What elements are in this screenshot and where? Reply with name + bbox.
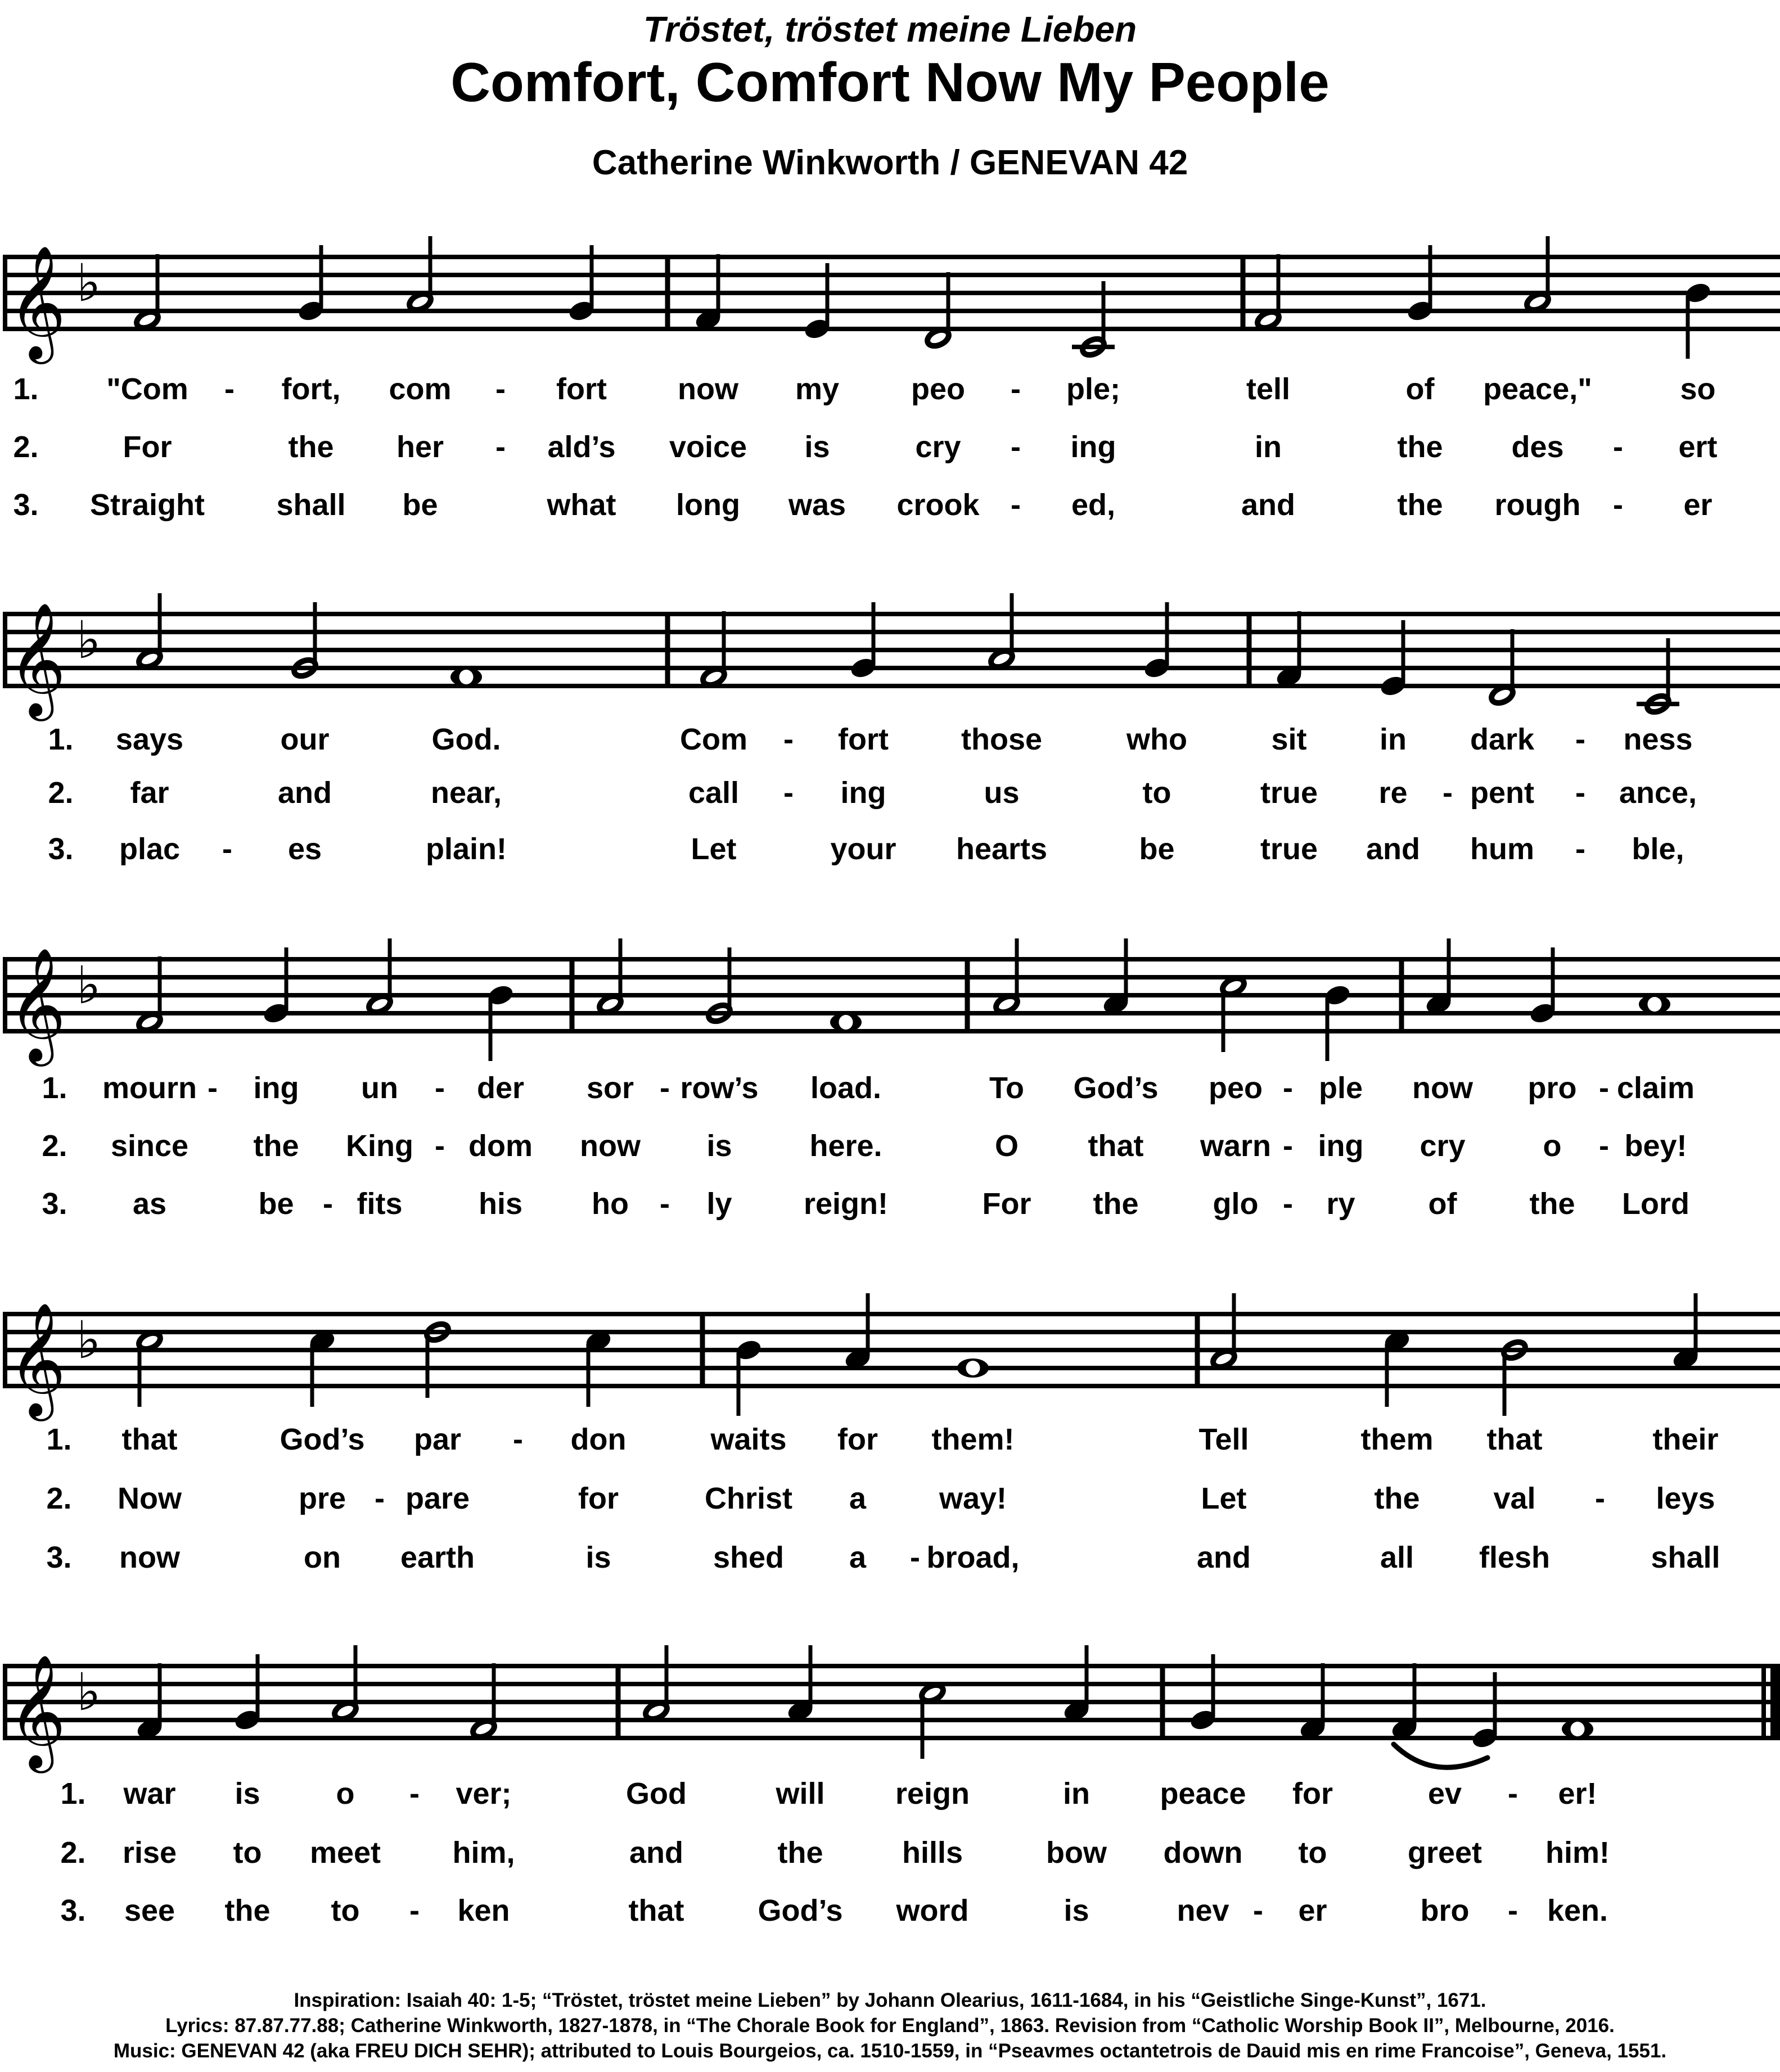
lyric-syllable: par bbox=[413, 1423, 462, 1456]
syllable-hyphen: - bbox=[375, 1482, 385, 1515]
lyric-syllable: sor bbox=[586, 1071, 634, 1105]
lyric-syllable: Tell bbox=[1198, 1423, 1249, 1456]
syllable-hyphen: - bbox=[1575, 723, 1585, 756]
lyric-syllable: the bbox=[1374, 1482, 1420, 1515]
lyric-syllable: ing bbox=[1070, 430, 1116, 464]
lyric-syllable: earth bbox=[400, 1541, 475, 1574]
verse-number: 3. bbox=[60, 1894, 86, 1927]
lyric-syllable: that bbox=[121, 1423, 178, 1456]
lyric-syllable: broad, bbox=[926, 1541, 1020, 1574]
lyric-syllable: so bbox=[1680, 372, 1716, 406]
lyric-syllable: fort, bbox=[281, 372, 341, 406]
syllable-hyphen: - bbox=[409, 1894, 420, 1927]
verse-number: 2. bbox=[60, 1836, 86, 1870]
lyric-syllable: Lord bbox=[1622, 1187, 1689, 1221]
lyric-syllable: here. bbox=[809, 1129, 882, 1163]
lyric-syllable: to bbox=[331, 1894, 360, 1927]
lyric-syllable: ho bbox=[592, 1187, 629, 1221]
syllable-hyphen: - bbox=[323, 1187, 333, 1221]
syllable-hyphen: - bbox=[783, 723, 794, 756]
lyric-syllable: shall bbox=[1651, 1541, 1720, 1574]
lyric-syllable: dark bbox=[1470, 723, 1535, 756]
lyric-syllable: shed bbox=[713, 1541, 785, 1574]
lyric-syllable: that bbox=[1088, 1129, 1144, 1163]
lyric-syllable: says bbox=[115, 723, 184, 756]
lyric-syllable: o bbox=[336, 1777, 355, 1811]
lyric-syllable: to bbox=[233, 1836, 262, 1870]
lyric-syllable: glo bbox=[1213, 1187, 1259, 1221]
footer-inspiration-credit: Inspiration: Isaiah 40: 1-5; “Tröstet, tröstet meine Lieben” by Johann Olearius, 1611-1684, in his “Geistliche Singe-Kunst”, 1671. bbox=[294, 1989, 1486, 2011]
lyric-syllable: shall bbox=[276, 488, 346, 522]
verse-number: 1. bbox=[60, 1777, 86, 1811]
lyric-syllable: ing bbox=[1318, 1129, 1364, 1163]
verse-number: 1. bbox=[46, 1423, 72, 1456]
lyric-syllable: ert bbox=[1678, 430, 1718, 464]
lyric-syllable: was bbox=[788, 488, 846, 522]
lyric-syllable: will bbox=[776, 1777, 825, 1811]
lyric-syllable: God bbox=[626, 1777, 687, 1811]
lyric-syllable: fits bbox=[357, 1187, 403, 1221]
verse-number: 1. bbox=[48, 723, 74, 756]
lyric-syllable: as bbox=[132, 1187, 167, 1221]
syllable-hyphen: - bbox=[1575, 776, 1585, 810]
hymn-title: Comfort, Comfort Now My People bbox=[450, 51, 1330, 113]
lyric-syllable: der bbox=[476, 1071, 525, 1105]
syllable-hyphen: - bbox=[495, 430, 506, 464]
lyric-syllable: word bbox=[896, 1894, 969, 1927]
lyric-syllable: the bbox=[1529, 1187, 1575, 1221]
lyric-syllable: don bbox=[570, 1423, 627, 1456]
lyric-syllable: warn bbox=[1200, 1129, 1272, 1163]
lyric-syllable: ken. bbox=[1547, 1894, 1608, 1927]
lyric-syllable: reign! bbox=[803, 1187, 888, 1221]
lyric-syllable: your bbox=[830, 832, 896, 866]
lyric-syllable: ble, bbox=[1632, 832, 1684, 866]
lyric-syllable: For bbox=[982, 1187, 1031, 1221]
lyric-syllable: to bbox=[1142, 776, 1171, 810]
lyric-syllable: hills bbox=[902, 1836, 963, 1870]
verse-number: 2. bbox=[42, 1129, 67, 1163]
lyric-syllable: long bbox=[676, 488, 740, 522]
verse-number: 1. bbox=[13, 372, 39, 406]
syllable-hyphen: - bbox=[435, 1129, 445, 1163]
lyric-syllable: war bbox=[123, 1777, 176, 1811]
lyric-syllable: dom bbox=[468, 1129, 533, 1163]
lyric-syllable: way! bbox=[939, 1482, 1007, 1515]
lyric-syllable: us bbox=[984, 776, 1020, 810]
syllable-hyphen: - bbox=[660, 1187, 670, 1221]
lyric-syllable: peace," bbox=[1483, 372, 1592, 406]
syllable-hyphen: - bbox=[435, 1071, 445, 1105]
footer-lyrics-credit: Lyrics: 87.87.77.88; Catherine Winkworth, 1827-1878, in “The Chorale Book for England”, 1863. Revision from “Catholic Worship Book II”, Melbourne, 2016. bbox=[165, 2015, 1615, 2037]
lyric-syllable: Christ bbox=[704, 1482, 792, 1515]
footer-music-credit: Music: GENEVAN 42 (aka FREU DICH SEHR); attributed to Louis Bourgeios, ca. 1510-1559, in “Pseavmes octantetrois de Dauid mis en rime Francoise”, Geneva, 1551. bbox=[113, 2040, 1667, 2062]
lyric-syllable: a bbox=[849, 1541, 867, 1574]
syllable-hyphen: - bbox=[1443, 776, 1453, 810]
syllable-hyphen: - bbox=[660, 1071, 670, 1105]
lyric-syllable: his bbox=[478, 1187, 523, 1221]
attribution-line: Catherine Winkworth / GENEVAN 42 bbox=[592, 143, 1188, 182]
lyric-syllable: ly bbox=[706, 1187, 732, 1221]
lyric-syllable: the bbox=[253, 1129, 299, 1163]
lyric-syllable: is bbox=[804, 430, 830, 464]
lyric-syllable: down bbox=[1163, 1836, 1243, 1870]
lyric-syllable: er bbox=[1298, 1894, 1327, 1927]
lyric-syllable: er! bbox=[1558, 1777, 1597, 1811]
lyric-syllable: and bbox=[629, 1836, 683, 1870]
syllable-hyphen: - bbox=[1011, 488, 1021, 522]
lyric-syllable: our bbox=[280, 723, 330, 756]
lyric-syllable: plac bbox=[119, 832, 181, 866]
lyric-syllable: the bbox=[224, 1894, 271, 1927]
lyric-syllable: for bbox=[837, 1423, 878, 1456]
lyric-syllable: peace bbox=[1160, 1777, 1246, 1811]
lyric-syllable: ing bbox=[253, 1071, 299, 1105]
lyric-syllable: now bbox=[580, 1129, 641, 1163]
lyric-syllable: load. bbox=[810, 1071, 881, 1105]
lyric-syllable: is bbox=[235, 1777, 260, 1811]
treble-clef-icon: 𝄞 bbox=[8, 1654, 66, 1768]
lyric-syllable: es bbox=[287, 832, 322, 866]
flat-key-signature-icon: ♭ bbox=[76, 1662, 101, 1722]
lyric-syllable: and bbox=[1366, 832, 1420, 866]
lyric-syllable: bey! bbox=[1624, 1129, 1687, 1163]
lyric-syllable: ance, bbox=[1619, 776, 1697, 810]
lyric-syllable: in bbox=[1063, 1777, 1090, 1811]
lyric-syllable: since bbox=[110, 1129, 189, 1163]
lyric-syllable: er bbox=[1683, 488, 1713, 522]
lyric-syllable: be bbox=[258, 1187, 294, 1221]
original-german-title: Tröstet, tröstet meine Lieben bbox=[643, 9, 1137, 49]
syllable-hyphen: - bbox=[513, 1423, 523, 1456]
lyric-syllable: God’s bbox=[758, 1894, 843, 1927]
lyric-syllable: of bbox=[1405, 372, 1435, 406]
syllable-hyphen: - bbox=[1613, 430, 1623, 464]
syllable-hyphen: - bbox=[1011, 372, 1021, 406]
lyric-syllable: un bbox=[361, 1071, 398, 1105]
lyric-syllable: crook bbox=[896, 488, 980, 522]
lyric-syllable: call bbox=[688, 776, 740, 810]
verse-number: 3. bbox=[42, 1187, 67, 1221]
lyric-syllable: mourn bbox=[102, 1071, 197, 1105]
treble-clef-icon: 𝄞 bbox=[8, 1302, 66, 1416]
syllable-hyphen: - bbox=[224, 372, 235, 406]
lyric-syllable: voice bbox=[669, 430, 747, 464]
lyric-syllable: Straight bbox=[89, 488, 205, 522]
verse-number: 3. bbox=[46, 1541, 72, 1574]
lyric-syllable: nev bbox=[1177, 1894, 1229, 1927]
flat-key-signature-icon: ♭ bbox=[76, 253, 101, 313]
lyric-syllable: ry bbox=[1326, 1187, 1355, 1221]
lyric-syllable: and bbox=[1196, 1541, 1251, 1574]
lyric-syllable: claim bbox=[1616, 1071, 1695, 1105]
syllable-hyphen: - bbox=[495, 372, 506, 406]
lyric-syllable: her bbox=[396, 430, 444, 464]
verse-number: 2. bbox=[48, 776, 74, 810]
syllable-hyphen: - bbox=[1599, 1129, 1609, 1163]
lyric-syllable: be bbox=[1139, 832, 1175, 866]
lyric-syllable: what bbox=[547, 488, 616, 522]
lyric-syllable: see bbox=[124, 1894, 175, 1927]
lyric-syllable: plain! bbox=[426, 832, 507, 866]
lyric-syllable: ald’s bbox=[547, 430, 616, 464]
lyric-syllable: sit bbox=[1271, 723, 1307, 756]
lyric-syllable: o bbox=[1543, 1129, 1562, 1163]
syllable-hyphen: - bbox=[1595, 1482, 1605, 1515]
lyric-syllable: the bbox=[777, 1836, 823, 1870]
lyric-syllable: fort bbox=[838, 723, 889, 756]
syllable-hyphen: - bbox=[1508, 1777, 1518, 1811]
lyric-syllable: is bbox=[706, 1129, 732, 1163]
lyric-syllable: now bbox=[1412, 1071, 1473, 1105]
lyric-syllable: com bbox=[389, 372, 452, 406]
lyric-syllable: a bbox=[849, 1482, 867, 1515]
lyric-syllable: "Com bbox=[106, 372, 188, 406]
lyric-syllable: pro bbox=[1527, 1071, 1577, 1105]
lyric-syllable: Let bbox=[1201, 1482, 1247, 1515]
lyric-syllable: near, bbox=[430, 776, 502, 810]
lyric-syllable: peo bbox=[911, 372, 965, 406]
verse-number: 2. bbox=[13, 430, 39, 464]
syllable-hyphen: - bbox=[1613, 488, 1623, 522]
lyric-syllable: them! bbox=[931, 1423, 1015, 1456]
lyric-syllable: ing bbox=[840, 776, 886, 810]
lyric-syllable: in bbox=[1255, 430, 1282, 464]
lyric-syllable: for bbox=[578, 1482, 619, 1515]
syllable-hyphen: - bbox=[222, 832, 232, 866]
lyric-syllable: For bbox=[123, 430, 172, 464]
lyric-syllable: for bbox=[1292, 1777, 1333, 1811]
lyric-syllable: reign bbox=[895, 1777, 970, 1811]
lyric-syllable: re bbox=[1378, 776, 1408, 810]
lyric-syllable: that bbox=[628, 1894, 684, 1927]
lyric-syllable: be bbox=[402, 488, 438, 522]
lyric-syllable: leys bbox=[1656, 1482, 1715, 1515]
lyric-syllable: that bbox=[1486, 1423, 1543, 1456]
lyric-syllable: pare bbox=[405, 1482, 470, 1515]
syllable-hyphen: - bbox=[1253, 1894, 1263, 1927]
syllable-hyphen: - bbox=[1011, 430, 1021, 464]
lyric-syllable: cry bbox=[1420, 1129, 1466, 1163]
lyric-syllable: waits bbox=[710, 1423, 787, 1456]
lyric-syllable: who bbox=[1126, 723, 1187, 756]
syllable-hyphen: - bbox=[1508, 1894, 1518, 1927]
lyric-syllable: ev bbox=[1427, 1777, 1462, 1811]
flat-key-signature-icon: ♭ bbox=[76, 610, 101, 670]
lyric-syllable: them bbox=[1360, 1423, 1434, 1456]
lyric-syllable: val bbox=[1493, 1482, 1536, 1515]
lyric-syllable: now bbox=[119, 1541, 180, 1574]
lyric-syllable: the bbox=[288, 430, 334, 464]
syllable-hyphen: - bbox=[1575, 832, 1585, 866]
lyric-syllable: ple bbox=[1318, 1071, 1363, 1105]
lyric-syllable: is bbox=[1064, 1894, 1089, 1927]
verse-number: 3. bbox=[13, 488, 39, 522]
flat-key-signature-icon: ♭ bbox=[76, 955, 101, 1015]
lyric-syllable: meet bbox=[309, 1836, 381, 1870]
lyric-syllable: the bbox=[1397, 488, 1443, 522]
lyric-syllable: now bbox=[678, 372, 738, 406]
treble-clef-icon: 𝄞 bbox=[8, 602, 66, 716]
syllable-hyphen: - bbox=[783, 776, 794, 810]
lyric-syllable: hearts bbox=[956, 832, 1048, 866]
lyric-syllable: all bbox=[1380, 1541, 1414, 1574]
lyric-syllable: hum bbox=[1470, 832, 1534, 866]
treble-clef-icon: 𝄞 bbox=[8, 245, 66, 359]
lyric-syllable: those bbox=[961, 723, 1043, 756]
lyric-syllable: and bbox=[1241, 488, 1295, 522]
verse-number: 3. bbox=[48, 832, 74, 866]
syllable-hyphen: - bbox=[409, 1777, 420, 1811]
lyric-syllable: peo bbox=[1208, 1071, 1263, 1105]
lyric-syllable: and bbox=[277, 776, 332, 810]
lyric-syllable: cry bbox=[915, 430, 961, 464]
lyric-syllable: des bbox=[1511, 430, 1564, 464]
lyric-syllable: ness bbox=[1623, 723, 1693, 756]
lyric-syllable: their bbox=[1652, 1423, 1719, 1456]
lyric-syllable: God’s bbox=[1073, 1071, 1159, 1105]
lyric-syllable: God. bbox=[431, 723, 501, 756]
lyric-syllable: him, bbox=[452, 1836, 515, 1870]
lyric-syllable: tell bbox=[1246, 372, 1291, 406]
lyric-syllable: true bbox=[1260, 832, 1318, 866]
lyric-syllable: pre bbox=[298, 1482, 346, 1515]
verse-number: 1. bbox=[42, 1071, 67, 1105]
lyric-syllable: bro bbox=[1420, 1894, 1470, 1927]
lyric-syllable: Let bbox=[691, 832, 737, 866]
syllable-hyphen: - bbox=[1283, 1187, 1293, 1221]
lyric-syllable: of bbox=[1428, 1187, 1457, 1221]
lyric-syllable: rough bbox=[1494, 488, 1581, 522]
lyric-syllable: true bbox=[1260, 776, 1318, 810]
lyric-syllable: on bbox=[304, 1541, 341, 1574]
lyric-syllable: Now bbox=[118, 1482, 182, 1515]
treble-clef-icon: 𝄞 bbox=[8, 947, 66, 1062]
lyric-syllable: rise bbox=[122, 1836, 177, 1870]
lyric-syllable: him! bbox=[1545, 1836, 1610, 1870]
lyric-syllable: ed, bbox=[1071, 488, 1116, 522]
lyric-syllable: To bbox=[989, 1071, 1024, 1105]
syllable-hyphen: - bbox=[910, 1541, 920, 1574]
lyric-syllable: my bbox=[795, 372, 840, 406]
lyric-syllable: Com bbox=[680, 723, 747, 756]
lyric-syllable: row’s bbox=[680, 1071, 759, 1105]
lyric-syllable: God’s bbox=[280, 1423, 365, 1456]
syllable-hyphen: - bbox=[1283, 1071, 1293, 1105]
lyric-syllable: O bbox=[994, 1129, 1019, 1163]
lyric-syllable: pent bbox=[1470, 776, 1534, 810]
lyric-syllable: King bbox=[346, 1129, 413, 1163]
verse-number: 2. bbox=[46, 1482, 72, 1515]
syllable-hyphen: - bbox=[1283, 1129, 1293, 1163]
syllable-hyphen: - bbox=[1599, 1071, 1609, 1105]
lyric-syllable: the bbox=[1093, 1187, 1139, 1221]
lyric-syllable: bow bbox=[1046, 1836, 1107, 1870]
lyric-syllable: ple; bbox=[1066, 372, 1120, 406]
lyric-syllable: to bbox=[1298, 1836, 1327, 1870]
lyric-syllable: ver; bbox=[456, 1777, 512, 1811]
lyric-syllable: greet bbox=[1407, 1836, 1482, 1870]
lyric-syllable: fort bbox=[556, 372, 607, 406]
lyric-syllable: ken bbox=[457, 1894, 510, 1927]
lyric-syllable: far bbox=[130, 776, 169, 810]
lyric-syllable: is bbox=[585, 1541, 611, 1574]
lyric-syllable: in bbox=[1380, 723, 1407, 756]
lyric-syllable: the bbox=[1397, 430, 1443, 464]
flat-key-signature-icon: ♭ bbox=[76, 1310, 101, 1370]
syllable-hyphen: - bbox=[208, 1071, 218, 1105]
lyric-syllable: flesh bbox=[1479, 1541, 1551, 1574]
